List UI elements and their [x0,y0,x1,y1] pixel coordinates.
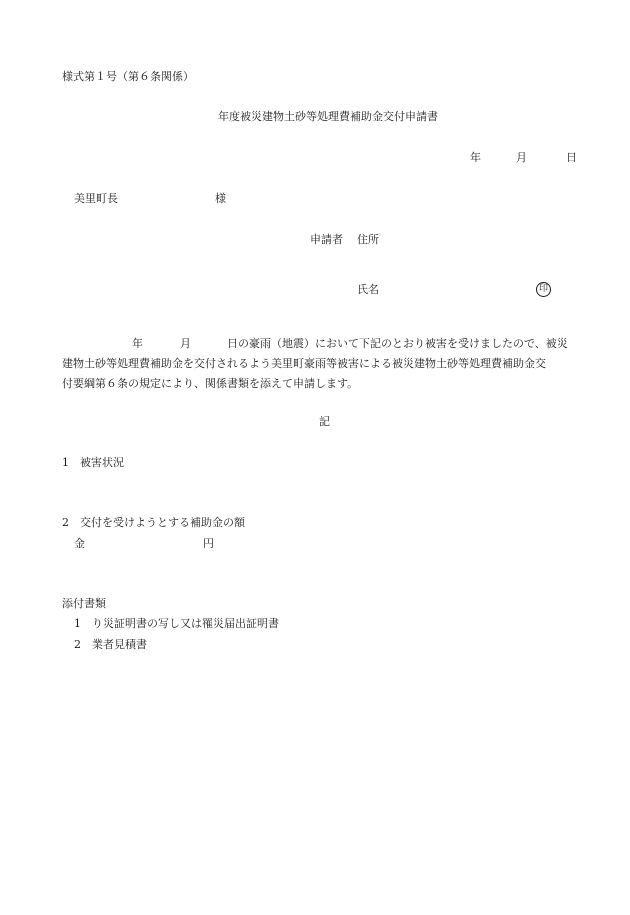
statement-line-1-text: 日の豪雨（地震）において下記のとおり被害を受けましたので、被災 [227,337,568,350]
statement-month: 月 [180,337,191,350]
applicant-label: 申請者 [310,233,343,246]
section-2-number: 2 [62,516,69,529]
statement-line-2: 建物土砂等処理費補助金を交付されるよう美里町豪雨等被害による被災建物土砂等処理費補助金交 [62,357,546,370]
date-year-label: 年 [470,151,481,164]
addressee-name: 美里町長 [74,192,118,205]
ki-heading: 記 [319,415,330,428]
date-month-label: 月 [516,151,527,164]
seal-mark-icon: 印 [536,282,551,297]
amount-unit: 円 [203,537,214,550]
section-2-label: 交付を受けようとする補助金の額 [80,516,245,529]
attachment-1-number: 1 [74,617,81,630]
attachment-2-label: 業者見積書 [92,638,147,651]
attachment-2-number: 2 [74,638,81,651]
attachment-1-label: り災証明書の写し又は罹災届出証明書 [92,617,279,630]
section-1-number: 1 [62,456,69,469]
amount-prefix: 金 [74,537,85,550]
applicant-address-label: 住所 [357,233,379,246]
document-title: 年度被災建物土砂等処理費補助金交付申請書 [218,110,438,123]
addressee-honorific: 様 [215,192,226,205]
applicant-name-label: 氏名 [357,283,379,296]
application-statement [62,334,592,394]
statement-line-3: 付要綱第６条の規定により、関係書類を添えて申請します。 [62,377,359,390]
attachments-heading: 添付書類 [62,597,106,610]
date-day-label: 日 [566,151,577,164]
statement-year: 年 [132,337,143,350]
section-1-label: 被害状況 [80,456,124,469]
form-number: 様式第１号（第６条関係） [62,70,194,83]
statement-line-1 [62,334,592,354]
